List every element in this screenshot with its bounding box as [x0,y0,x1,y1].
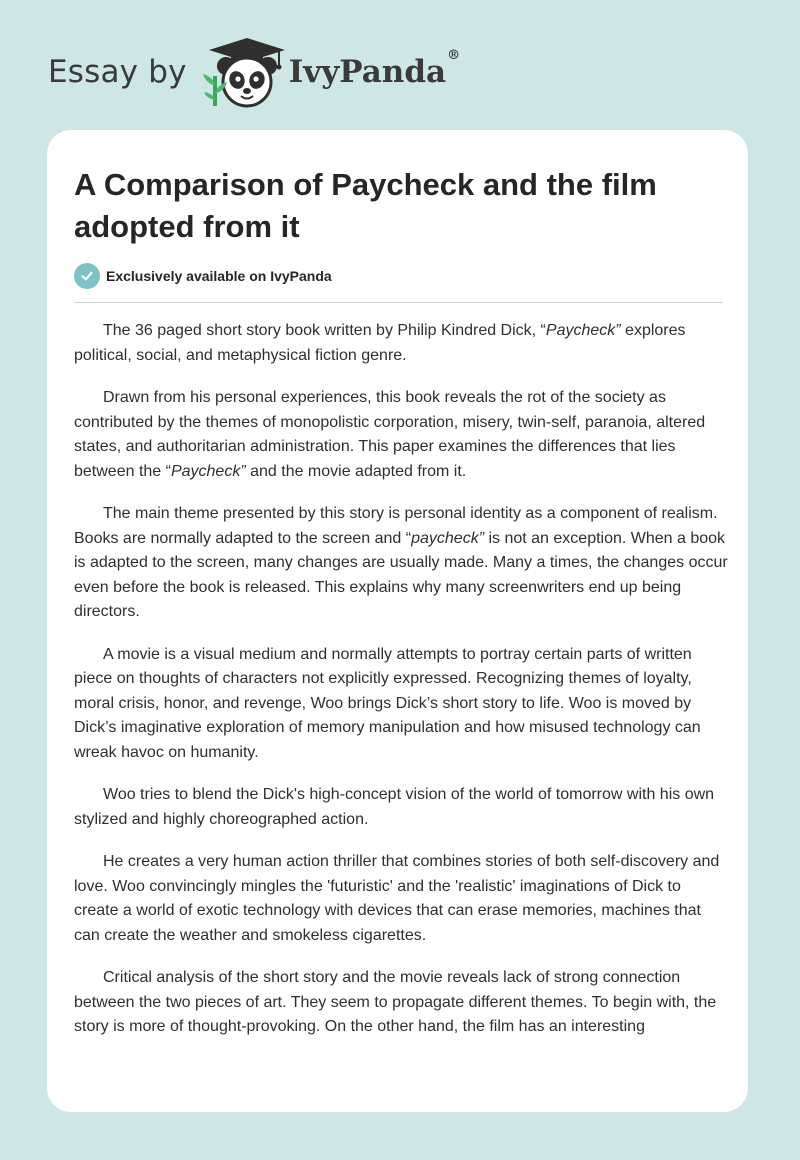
registered-mark: ® [447,48,461,63]
checkmark-icon [74,263,100,289]
exclusive-badge-label: Exclusively available on IvyPanda [106,268,332,284]
paragraph: Drawn from his personal experiences, this book reveals the rot of the society as contributed by the themes of monopolistic corporation, misery, twin-self, paranoia, altered states, and authoritarian administration. This paper examines the differences that lies between the “Paycheck” and the movie adapted from it. [74,389,706,480]
essay-by-label: Essay by [48,54,187,90]
essay-title: A Comparison of Paycheck and the film adopted from it [74,167,657,244]
panda-graduate-logo-icon[interactable] [201,36,287,108]
exclusive-badge [74,263,332,289]
paragraph: He creates a very human action thriller that combines stories of both self-discovery and love. Woo convincingly mingles the 'futuristic' and the 'realistic' imaginations of Dick to create a world of exotic technology with devices that can erase memories, machines that can create the weather and smokeless cigarettes. [74,853,720,944]
essay-body [74,319,729,1058]
title-divider [74,302,723,303]
paragraph: Critical analysis of the short story and the movie reveals lack of strong connection between the two pieces of art. They seem to propagate different themes. To begin with, the story is more of thought-provoking. On the other hand, the film has an interesting [74,969,717,1035]
paragraph: Woo tries to blend the Dick's high-concept vision of the world of tomorrow with his own stylized and highly choreographed action. [74,786,715,828]
paragraph: The main theme presented by this story is personal identity as a component of realism. Books are normally adapted to the screen and “paycheck” is not an exception. When a book is adapted to the screen, many changes are usually made. Many a times, the changes occur even before the book is released. This explains why many screenwriters end up being directors. [74,505,728,620]
paragraph: The 36 paged short story book written by Philip Kindred Dick, “Paycheck” explores political, social, and metaphysical fiction genre. [74,322,686,364]
site-header [48,36,460,108]
ivypanda-brand-name[interactable]: IvyPanda® [288,48,461,90]
essay-card [47,130,748,1112]
paragraph: A movie is a visual medium and normally attempts to portray certain parts of written piece on thoughts of characters not explicitly expressed. Recognizing themes of loyalty, moral crisis, honor, and revenge, Woo brings Dick’s short story to life. Woo is moved by Dick’s imaginative exploration of memory manipulation and how misused technology can wreak havoc on humanity. [74,645,701,761]
